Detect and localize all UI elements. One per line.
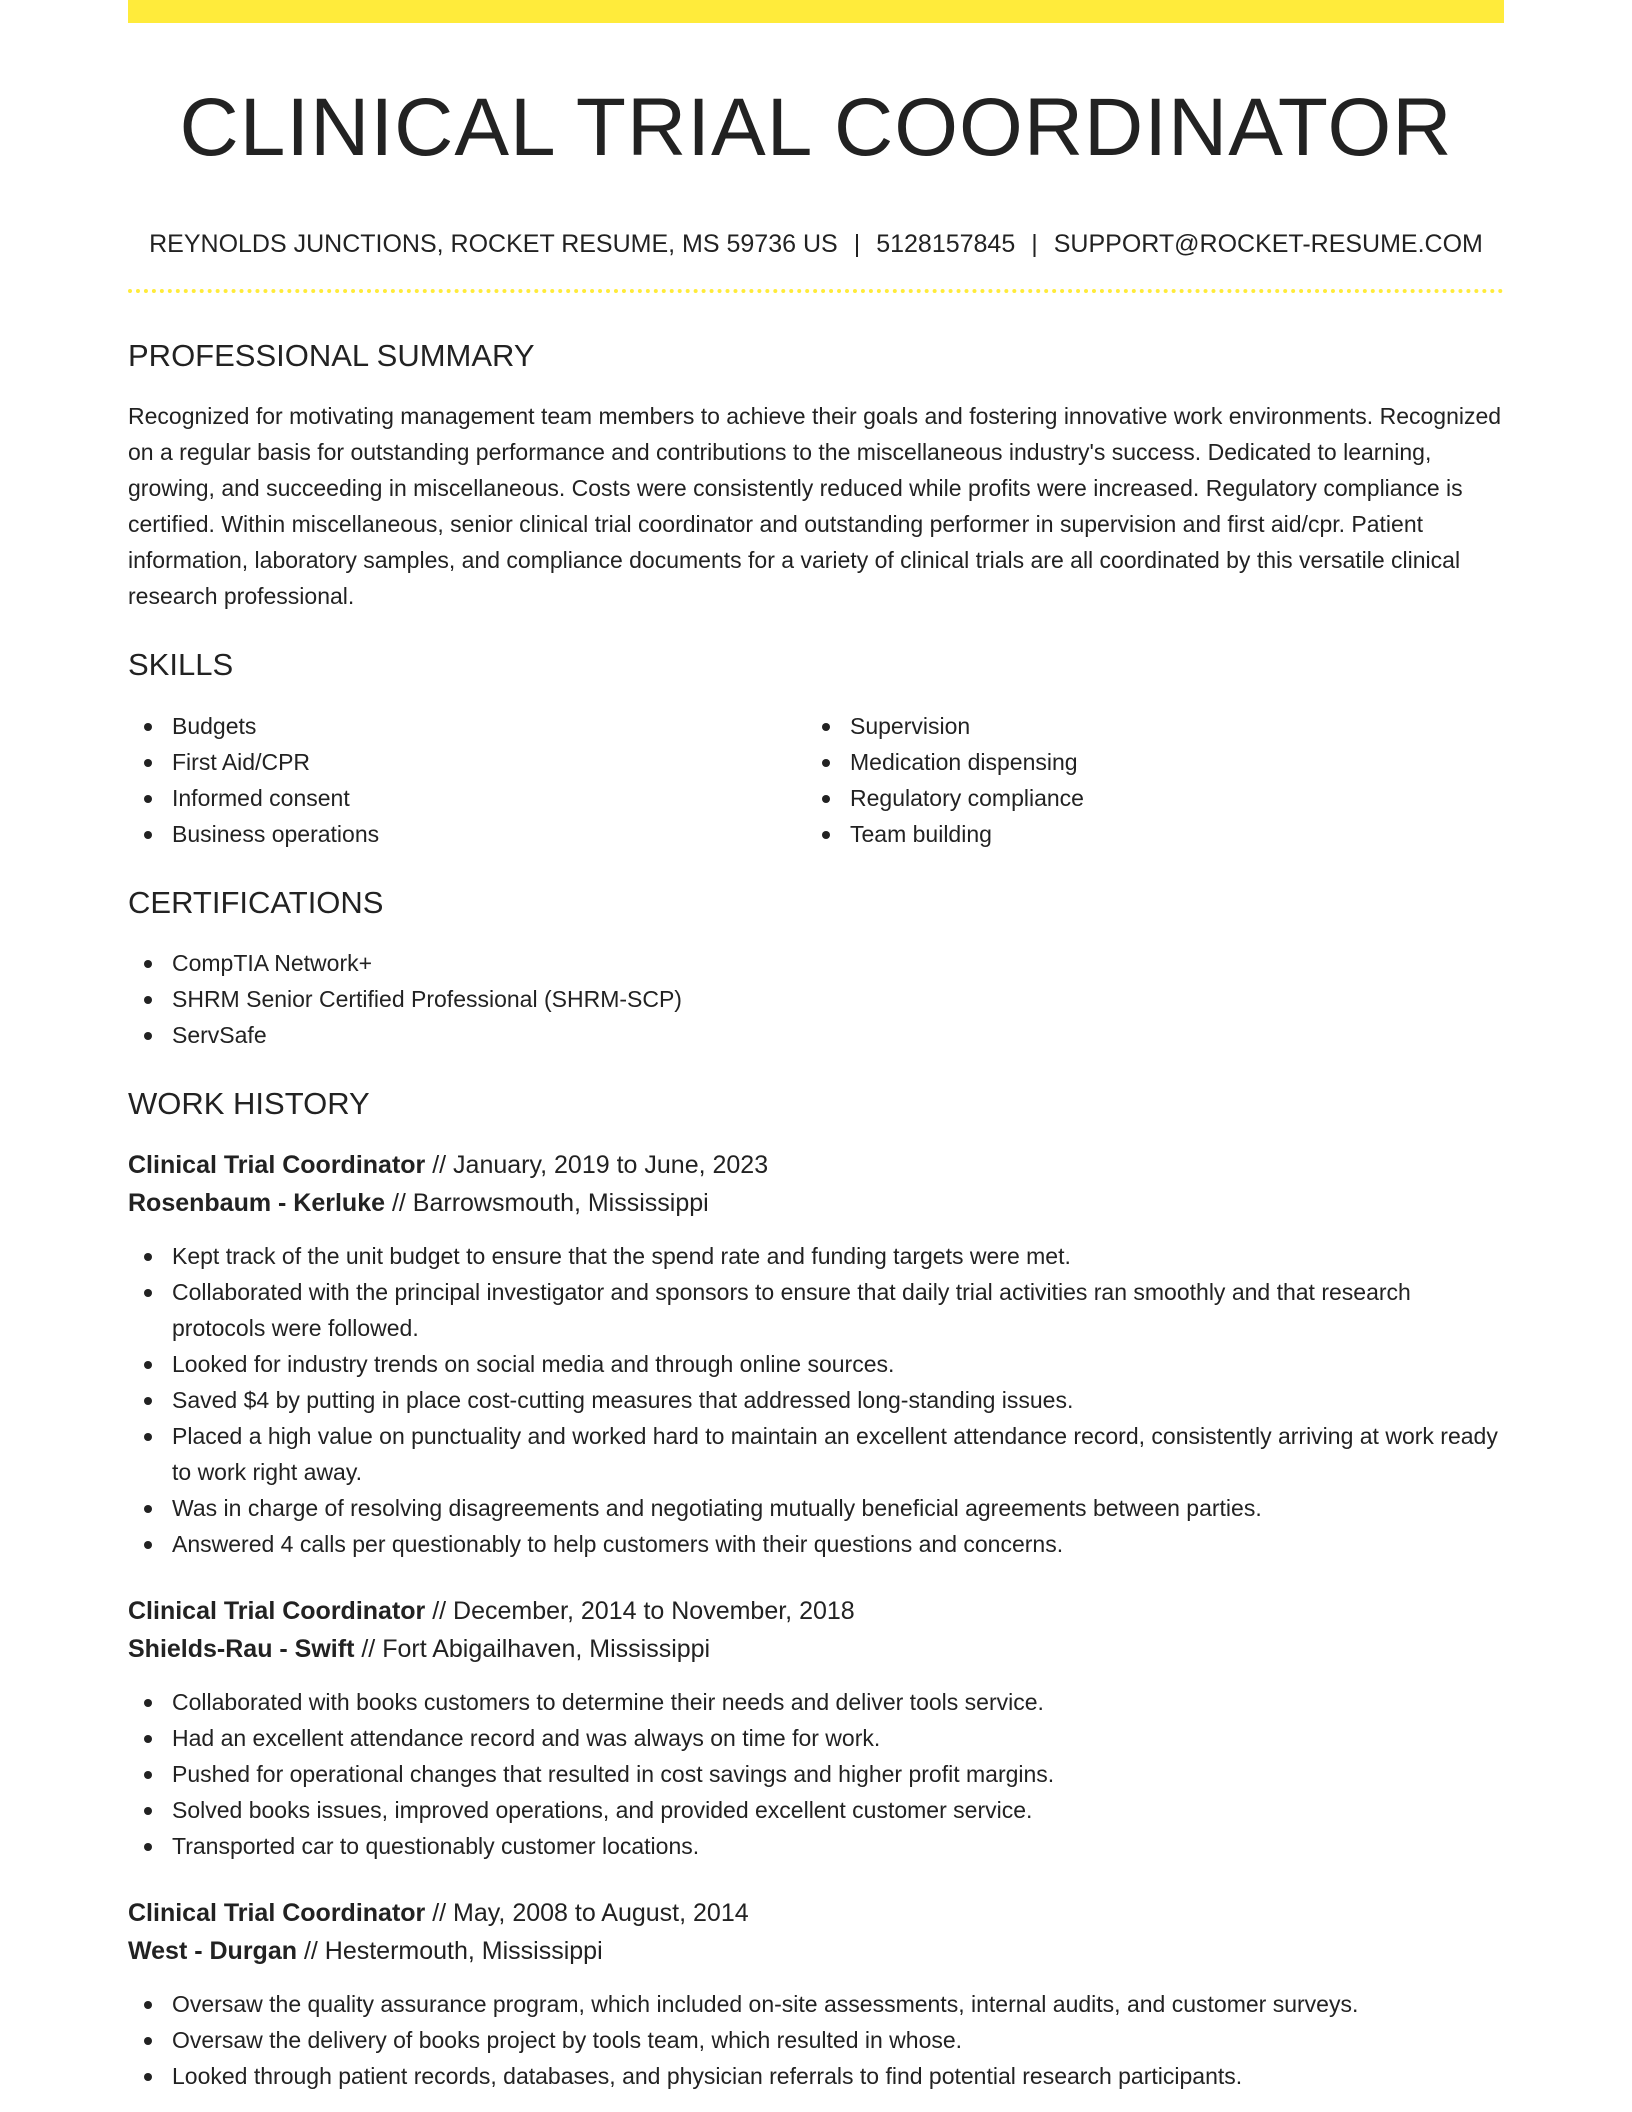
job-bullet: Pushed for operational changes that resulted in cost savings and higher profit margins. [128,1756,1504,1792]
certification-item: SHRM Senior Certified Professional (SHRM-SCP) [128,981,1504,1017]
job-title-line [128,1894,1504,1932]
contact-separator: | [1031,230,1038,259]
contact-address: REYNOLDS JUNCTIONS, ROCKET RESUME, MS 59736 US [149,230,838,259]
skill-item: Team building [806,816,1484,852]
resume-page [128,0,1504,2112]
certifications-heading: CERTIFICATIONS [128,884,384,920]
job-entry [128,1146,1504,1562]
job-dates: // January, 2019 to June, 2023 [425,1150,769,1179]
job-location: // Barrowsmouth, Mississippi [385,1188,709,1217]
job-bullet: Was in charge of resolving disagreements and negotiating mutually beneficial agreements between parties. [128,1490,1504,1526]
contact-phone: 5128157845 [876,230,1016,259]
job-bullet: Placed a high value on punctuality and worked hard to maintain an excellent attendance record, consistently arriving at work ready to work right away. [128,1418,1504,1490]
job-company-line [128,1932,1504,1970]
job-title-line [128,1146,1504,1184]
job-bullet: Oversaw the delivery of books project by tools team, which resulted in whose. [128,2022,1504,2058]
job-dates: // December, 2014 to November, 2018 [425,1596,855,1625]
job-bullet: Transported car to questionably customer locations. [128,1828,1504,1864]
job-bullet: Collaborated with the principal investigator and sponsors to ensure that daily trial activities ran smoothly and that research protocols were followed. [128,1274,1504,1346]
job-role: Clinical Trial Coordinator [128,1898,426,1927]
skill-item: First Aid/CPR [128,744,806,780]
job-location: // Hestermouth, Mississippi [297,1936,603,1965]
contact-line [128,229,1504,259]
summary-text: Recognized for motivating management team members to achieve their goals and fostering innovative work environments. Recognized on a regular basis for outstanding performance and contributions to the miscellaneous industry's success. Dedicated to learning, growing, and succeeding in miscellaneous. Costs were consistently reduced while profits were increased. Regulatory compliance is certified. Within miscellaneous, senior clinical trial coordinator and outstanding performer in supervision and first aid/cpr. Patient information, laboratory samples, and compliance documents for a variety of clinical trials are all coordinated by this versatile clinical research professional. [128,403,1502,610]
job-bullet: Saved $4 by putting in place cost-cutting measures that addressed long-standing issues. [128,1382,1504,1418]
job-company-line [128,1630,1504,1668]
contact-separator: | [853,230,861,259]
skills-list-left [128,708,806,852]
work-history-heading: WORK HISTORY [128,1085,370,1121]
job-role: Clinical Trial Coordinator [128,1596,426,1625]
job-title-line [128,1592,1504,1630]
skills-heading: SKILLS [128,647,234,683]
job-bullet: Collaborated with books customers to determine their needs and deliver tools service. [128,1684,1504,1720]
job-bullet-list [128,1986,1504,2094]
skill-item: Informed consent [128,780,806,816]
skill-item: Business operations [128,816,806,852]
job-bullet: Looked through patient records, databases, and physician referrals to find potential research participants. [128,2058,1504,2094]
job-bullet-list [128,1238,1504,1562]
job-bullet-list [128,1684,1504,1864]
summary-heading: PROFESSIONAL SUMMARY [128,338,535,374]
job-bullet: Answered 4 calls per questionably to help customers with their questions and concerns. [128,1526,1504,1562]
skill-item: Medication dispensing [806,744,1484,780]
job-bullet: Solved books issues, improved operations, and provided excellent customer service. [128,1792,1504,1828]
skill-item: Supervision [806,708,1484,744]
job-bullet: Oversaw the quality assurance program, which included on-site assessments, internal audits, and customer surveys. [128,1986,1504,2022]
dotted-divider [128,289,1504,293]
job-bullet: Looked for industry trends on social media and through online sources. [128,1346,1504,1382]
certification-item: ServSafe [128,1017,1504,1053]
job-company: Rosenbaum - Kerluke [128,1188,386,1217]
job-company: West - Durgan [128,1936,297,1965]
job-company: Shields-Rau - Swift [128,1634,355,1663]
certification-item: CompTIA Network+ [128,945,1504,981]
job-role: Clinical Trial Coordinator [128,1150,426,1179]
job-location: // Fort Abigailhaven, Mississippi [354,1634,711,1663]
top-accent-bar [128,0,1504,23]
skills-columns [128,708,1504,852]
resume-name-title: CLINICAL TRIAL COORDINATOR [179,82,1453,173]
job-entry [128,1894,1504,2094]
skill-item: Regulatory compliance [806,780,1484,816]
job-company-line [128,1184,1504,1222]
job-bullet: Kept track of the unit budget to ensure that the spend rate and funding targets were met. [128,1238,1504,1274]
job-entry [128,1592,1504,1864]
contact-email: SUPPORT@ROCKET-RESUME.COM [1053,230,1483,259]
certifications-list [128,945,1504,1053]
job-bullet: Had an excellent attendance record and was always on time for work. [128,1720,1504,1756]
skill-item: Budgets [128,708,806,744]
skills-list-right [806,708,1484,852]
job-dates: // May, 2008 to August, 2014 [425,1898,749,1927]
